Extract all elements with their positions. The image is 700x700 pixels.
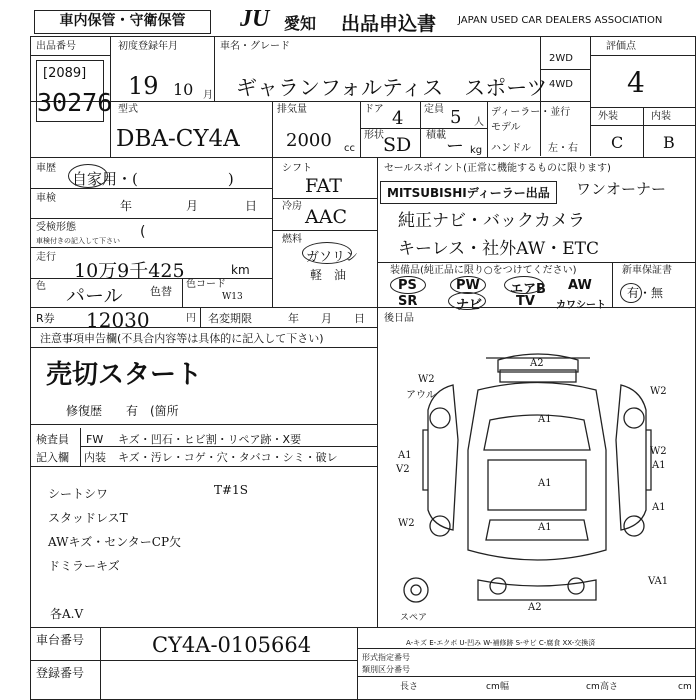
equip-airbag: エアB — [510, 282, 546, 297]
mark-a1-rr: A1 — [652, 502, 666, 513]
handnote-1: シートシワ — [48, 487, 109, 501]
received-label: 受検形態 — [36, 222, 76, 233]
history-value: 自家用・( ) — [72, 170, 234, 188]
class-number-label: 類別区分番号 — [362, 665, 410, 674]
grade-label: 評価点 — [606, 41, 636, 52]
length-unit: cm — [486, 682, 500, 692]
recycle-label: R券 — [36, 312, 55, 325]
name-change-label: 名変期限 — [208, 312, 252, 325]
fw-label: FW — [86, 433, 104, 446]
equipment-label: 装備品(純正品に限り○をつけてください) — [390, 265, 577, 276]
drive-2wd: 2WD — [549, 53, 573, 64]
handnote-2: T#1S — [214, 483, 248, 497]
mileage-unit: km — [231, 263, 250, 277]
mileage-label: 走行 — [36, 252, 56, 263]
handnote-3: スタッドレスT — [48, 511, 128, 525]
mark-a2-rear: A2 — [528, 602, 542, 613]
inspection-label: 車検 — [36, 193, 56, 204]
interior-grade: B — [663, 133, 675, 152]
handle-options: 左・右 — [548, 143, 578, 154]
dealer-label: ディーラー・並行 — [491, 107, 571, 118]
exterior-grade: C — [611, 133, 624, 152]
color-value: パール — [66, 285, 123, 307]
inspection-month: 月 — [186, 199, 199, 213]
capacity-value: 5 — [450, 107, 462, 128]
later-label: 後日品 — [384, 313, 414, 324]
load-value: ー — [446, 136, 464, 157]
ju-logo: JU — [240, 6, 270, 32]
sales-line-1: ワンオーナー — [576, 180, 667, 198]
mark-a1-roof: A1 — [538, 414, 552, 425]
fuel-circle — [302, 242, 352, 264]
warranty-label: 新車保証書 — [622, 265, 672, 276]
mark-w2-rl: W2 — [398, 518, 415, 529]
fuel-label: 燃料 — [282, 234, 302, 245]
received-value: ( — [140, 224, 146, 240]
mark-a1-rear: A1 — [538, 522, 552, 533]
handnote-6: 各A.V — [50, 607, 84, 621]
recycle-value: 12030 — [86, 308, 150, 332]
inspection-day: 日 — [245, 199, 258, 213]
registration-label: 初度登録年月 — [118, 41, 178, 52]
repaint-label: 色替 — [150, 285, 172, 298]
color-label: 色 — [36, 281, 46, 292]
inspector-label-1: 検査員 — [36, 433, 69, 446]
mark-w2-right: W2 — [650, 446, 667, 457]
mark-a1-center: A1 — [538, 478, 552, 489]
displacement-unit: cc — [344, 143, 355, 154]
int-items: キズ・汚レ・コゲ・穴・タバコ・シミ・破レ — [118, 451, 338, 464]
fw-items: キズ・凹石・ヒビ割・リペア跡・X要 — [118, 433, 302, 446]
model-value: DBA-CY4A — [116, 126, 240, 152]
equip-pw: PW — [456, 278, 480, 293]
drive-4wd: 4WD — [549, 79, 573, 90]
handle-label: ハンドル — [491, 143, 531, 154]
displacement-label: 排気量 — [277, 104, 307, 115]
equip-airbag-circle — [504, 276, 544, 294]
repair-label: 修復歴 有 (箇所 — [66, 404, 179, 418]
mark-va1: VA1 — [648, 576, 669, 587]
displacement-value: 2000 — [286, 130, 332, 151]
plate-label: 登録番号 — [36, 666, 85, 680]
shape-value: SD — [383, 134, 412, 156]
height-unit: cm — [678, 682, 692, 692]
width-unit: cm — [586, 682, 600, 692]
type-number-label: 形式指定番号 — [362, 653, 410, 662]
fuel-value: ガソリン — [306, 250, 359, 265]
int-label: 内装 — [84, 451, 106, 464]
handnote-5: ドミラーキズ — [48, 559, 120, 573]
org-name-jp: 愛知 — [284, 14, 317, 33]
chassis-label: 車台番号 — [36, 633, 85, 647]
shift-value: FAT — [305, 175, 342, 197]
chassis-value: CY4A-0105664 — [152, 633, 312, 657]
registration-month: 10 — [173, 80, 194, 99]
lot-number: 30276 — [37, 88, 113, 117]
notes-value: 売切スタート — [46, 360, 203, 390]
history-circle — [68, 164, 108, 188]
load-label: 積載 — [426, 130, 446, 141]
model-label: 型式 — [118, 104, 138, 115]
handnote-4: AWキズ・センターCP欠 — [48, 535, 182, 549]
inspection-year: 年 — [120, 199, 133, 213]
shape-label: 形状 — [364, 130, 384, 141]
length-label: 長さ — [400, 682, 419, 692]
mark-a1-right: A1 — [652, 460, 666, 471]
equip-ps: PS — [398, 278, 417, 293]
form-title: 出品申込書 — [341, 13, 437, 35]
car-damage-diagram — [378, 330, 696, 630]
interior-label: 内装 — [651, 111, 671, 122]
aircon-label: 冷房 — [282, 201, 302, 212]
capacity-unit: 人 — [474, 117, 484, 128]
history-label: 車歴 — [36, 163, 56, 174]
received-sub: 車検付きの記入して下さい — [36, 237, 120, 245]
car-name-label: 車名・グレード — [220, 41, 290, 52]
registration-year: 19 — [128, 72, 159, 100]
equip-navi: ナビ — [456, 298, 483, 313]
spare-label: スペア — [400, 613, 428, 623]
aircon-value: AAC — [305, 206, 347, 228]
width-label: 幅 — [500, 682, 510, 692]
inspector-label-2: 記入欄 — [36, 451, 69, 464]
mark-a1-left: A1 — [398, 450, 412, 461]
doors-value: 4 — [392, 108, 404, 129]
model-sub-label: モデル — [491, 122, 521, 133]
damage-legend: A-キズ E-エクボ U-凹み W-補修跡 S-サビ C-腐食 XX-交換済 — [406, 639, 596, 647]
org-name-en: JAPAN USED CAR DEALERS ASSOCIATION — [458, 15, 663, 26]
mark-w2-fl: W2 — [418, 374, 435, 385]
shift-label: シフト — [282, 163, 312, 174]
car-name-value: ギャランフォルティス スポーツ — [236, 76, 548, 100]
sales-line-3: キーレス・社外AW・ETC — [398, 239, 599, 259]
sales-line-2: 純正ナビ・バックカメラ — [398, 211, 585, 231]
mark-w2-fr: W2 — [650, 386, 667, 397]
doors-label: ドア — [364, 104, 384, 115]
equip-seat: カワシート — [556, 300, 606, 311]
name-change-ymd: 年 月 日 — [288, 312, 365, 325]
grade-value: 4 — [627, 66, 645, 99]
recycle-unit: 円 — [186, 313, 196, 324]
warranty-circle — [620, 283, 642, 303]
capacity-label: 定員 — [424, 104, 444, 115]
mark-v2-left: V2 — [396, 464, 410, 475]
lot-label: 出品番号 — [36, 41, 76, 52]
mileage-value: 10万9千425 — [74, 260, 185, 282]
lot-code: [2089] — [43, 66, 87, 81]
color-code: W13 — [222, 292, 243, 302]
exterior-label: 外装 — [598, 111, 618, 122]
equip-sr: SR — [398, 294, 418, 309]
mitsubishi-badge: MITSUBISHIディーラー出品 — [380, 181, 557, 204]
warranty-options: 有・無 — [627, 286, 664, 300]
equip-ps-circle — [390, 276, 426, 294]
sales-points-label: セールスポイント(正常に機能するものに限ります) — [384, 163, 611, 174]
registration-month-unit: 月 — [203, 90, 213, 101]
load-unit: kg — [470, 145, 483, 156]
height-label: 高さ — [600, 682, 619, 692]
color-code-label: 色コード — [186, 279, 226, 290]
equip-tv: TV — [516, 294, 535, 309]
mark-owl: アウル — [406, 390, 436, 401]
fuel-alt: 軽 油 — [310, 268, 347, 282]
storage-label: 車内保管・守衛保管 — [34, 10, 211, 34]
equip-aw: AW — [568, 278, 592, 293]
mark-a2-top: A2 — [530, 358, 544, 369]
notes-label: 注意事項申告欄(不具合内容等は具体的に記入して下さい) — [40, 332, 324, 345]
